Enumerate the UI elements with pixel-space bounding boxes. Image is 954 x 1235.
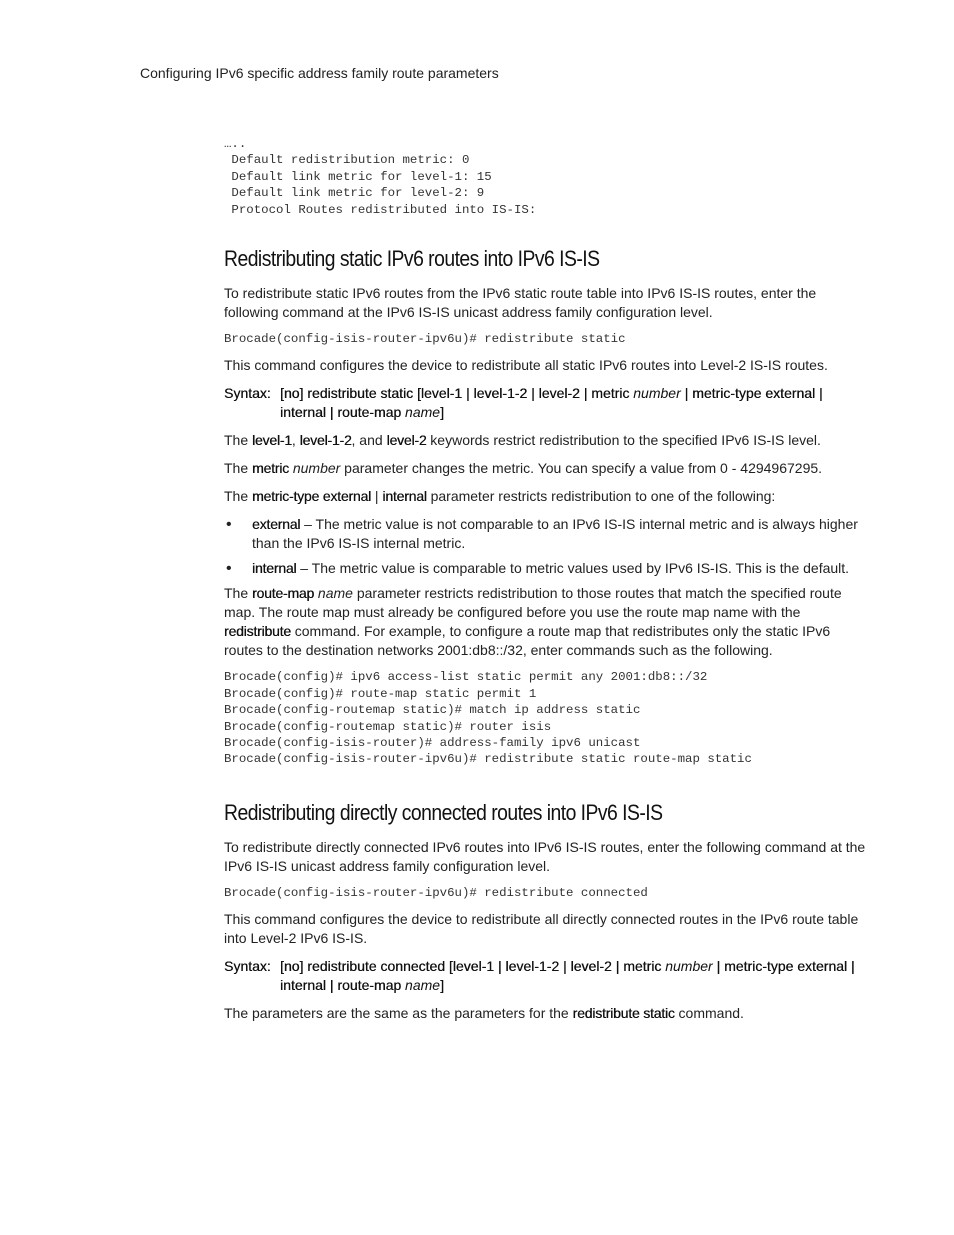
paragraph-route-map: The route-map name parameter restricts redistribution to those routes that match the specified route map. The route map must already be configured before you use the route map name with the redistribute command. For example, to configure a route map that redistributes only the static IPv6 routes to the destination networks 2001:db8::/32, enter commands such as the following. (224, 585, 842, 659)
syntax-text: [no] redistribute connected [level-1 | level-1-2 | level-2 | metric number | metric-type external | internal | route-map name] (280, 958, 855, 994)
code-command-connected: Brocade(config-isis-router-ipv6u)# redistribute connected (224, 885, 648, 900)
syntax-text: [no] redistribute static [level-1 | level-1-2 | level-2 | metric number | metric-type external | internal | route-map name] (280, 385, 823, 421)
section-heading-connected: Redistributing directly connected routes into IPv6 IS-IS (224, 799, 663, 825)
paragraph-metric: The metric number parameter changes the metric. You can specify a value from 0 - 4294967295. (224, 460, 823, 477)
bullet-list (224, 515, 870, 578)
syntax-block-connected (224, 957, 870, 995)
running-header: Configuring IPv6 specific address family route parameters (140, 65, 499, 81)
syntax-label: Syntax: (224, 385, 271, 402)
bullet-icon: • (226, 560, 232, 578)
syntax-block-static (224, 384, 870, 422)
section-heading-static: Redistributing static IPv6 routes into IPv6 IS-IS (224, 246, 600, 272)
code-output-block: ….. Default redistribution metric: 0 Default link metric for level-1: 15 Default link metric for level-2: 9 Protocol Routes redistributed into IS-IS: (224, 137, 537, 217)
bullet-icon: • (226, 516, 232, 534)
paragraph-desc-connected: This command configures the device to redistribute all directly connected routes in the IPv6 route table into Level-2 IPv6 IS-IS. (224, 911, 859, 947)
list-item: • internal – The metric value is comparable to metric values used by IPv6 IS-IS. This is the default. (226, 560, 850, 578)
paragraph-desc-static: This command configures the device to redistribute all static IPv6 routes into Level-2 IS-IS routes. (224, 357, 828, 374)
paragraph-intro-connected: To redistribute directly connected IPv6 routes into IPv6 IS-IS routes, enter the following command at the IPv6 IS-IS unicast address family configuration level. (224, 838, 866, 874)
paragraph-metric-type: The metric-type external | internal parameter restricts redistribution to one of the following: (224, 488, 776, 505)
code-example-block: Brocade(config)# ipv6 access-list static permit any 2001:db8::/32 Brocade(config)# route-map static permit 1 Brocade(config-routemap static)# match ip address static Brocade(config-routemap static)# router isis Brocade(config-isis-router)# address-family ipv6 unicast Brocade(config-isis-router-ipv6u)# redistribute static route-map static (224, 670, 752, 767)
syntax-label: Syntax: (224, 958, 271, 975)
paragraph-levels: The level-1, level-1-2, and level-2 keywords restrict redistribution to the specified IPv6 IS-IS level. (224, 432, 821, 449)
page-content (224, 136, 870, 1023)
code-command-static: Brocade(config-isis-router-ipv6u)# redistribute static (224, 332, 626, 347)
list-item: • external – The metric value is not comparable to an IPv6 IS-IS internal metric and is always higher than the IPv6 IS-IS internal metric. (226, 516, 858, 552)
paragraph-params: The parameters are the same as the parameters for the redistribute static command. (224, 1005, 744, 1022)
paragraph-intro-static: To redistribute static IPv6 routes from the IPv6 static route table into IPv6 IS-IS routes, enter the following command at the IPv6 IS-IS unicast address family configuration level. (224, 285, 817, 321)
